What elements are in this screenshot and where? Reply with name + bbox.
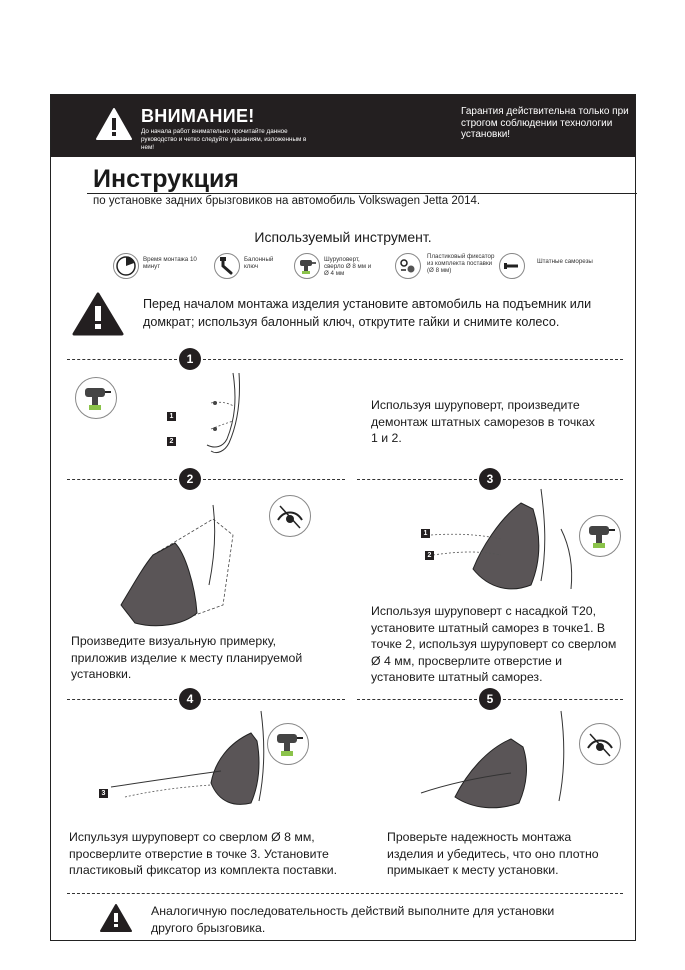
page-subtitle: по установке задних брызговиков на автомобиль Volkswagen Jetta 2014. <box>93 195 481 207</box>
point-2-marker-step3: 2 <box>425 551 434 560</box>
step3-text: Используя шуруповерт с насадкой Т20, установите штатный саморез в точке1. В точке 2, используя шуруповерт со сверлом Ø 4 мм, просверлите отверстие и установите штатный саморез. <box>371 604 617 684</box>
clock-icon <box>113 253 139 279</box>
warning-text: До начала работ внимательно прочитайте данное руководство и четко следуйте указаниям, изложенным в нем! <box>141 128 307 151</box>
step5-illustration <box>411 711 581 811</box>
step4-divider <box>67 699 177 700</box>
warranty-note: Гарантия действительна только при строгом соблюдении технологии установки! <box>461 106 629 140</box>
step4-text: Испульзуя шуруповерт со сверлом Ø 8 мм, просверлите отверстие в точке 3. Установите пластиковый фиксатор из комплекта поставки. <box>69 830 337 877</box>
step1-drill-icon <box>75 377 117 419</box>
step3-drill-icon <box>579 515 621 557</box>
tool-label-time: Время монтажа 10 минут <box>143 256 197 270</box>
step1-badge: 1 <box>179 348 201 370</box>
step3-divider-right <box>503 479 623 480</box>
point-1-marker-step3: 1 <box>421 529 430 538</box>
step2-text: Произведите визуальную примерку, приложив изделие к месту планируемой установки. <box>71 634 303 681</box>
step1-divider-left <box>67 359 177 360</box>
step4-divider-right <box>203 699 345 700</box>
fixator-icon <box>395 253 421 279</box>
step1-text: Используя шуруповерт, произведите демонтаж штатных саморезов в точках 1 и 2. <box>371 398 595 445</box>
point-1-marker: 1 <box>167 412 176 421</box>
step5-divider <box>357 699 477 700</box>
tool-label-wrench: Балонный ключ <box>244 256 274 270</box>
tools-heading: Используемый инструмент. <box>254 229 432 245</box>
screw-icon <box>499 253 525 279</box>
step2-divider <box>67 479 177 480</box>
step2-illustration <box>113 495 273 635</box>
warning-triangle-icon <box>95 107 133 141</box>
instruction-sheet <box>50 94 636 941</box>
step4-illustration <box>111 711 281 811</box>
warning-header <box>51 95 635 157</box>
tool-label-drill: Шуруповерт, сверло Ø 8 мм и Ø 4 мм <box>324 256 372 277</box>
bottom-notice: Аналогичную последовательность действий выполните для установки другого брызговика. <box>151 904 555 935</box>
step5-divider-right <box>503 699 623 700</box>
title-divider <box>87 193 637 194</box>
step1-divider-right <box>203 359 623 360</box>
step2-divider-right <box>203 479 345 480</box>
warning-title: ВНИМАНИЕ! <box>141 106 255 126</box>
step1-illustration <box>171 369 271 465</box>
step5-eye-icon <box>579 723 621 765</box>
tool-label-fixator: Пластиковый фиксатор из комплекта поставки (Ø 8 мм) <box>427 253 495 274</box>
step5-text: Проверьте надежность монтажа изделия и убедитесь, что оно плотно примыкает к месту установки. <box>387 830 599 877</box>
step4-badge: 4 <box>179 688 201 710</box>
step5-badge: 5 <box>479 688 501 710</box>
bottom-caution-icon <box>99 903 133 933</box>
step2-badge: 2 <box>179 468 201 490</box>
point-3-marker: 3 <box>99 789 108 798</box>
step3-divider <box>357 479 477 480</box>
bottom-divider <box>67 893 623 894</box>
step2-eye-icon <box>269 495 311 537</box>
wrench-icon <box>214 253 240 279</box>
step3-badge: 3 <box>479 468 501 490</box>
drill-icon <box>294 253 320 279</box>
step4-drill-icon <box>267 723 309 765</box>
caution-triangle-icon <box>71 291 125 337</box>
step3-illustration <box>421 489 581 599</box>
tool-label-screws: Штатные саморезы <box>537 258 593 265</box>
page-title: Инструкция <box>93 165 239 193</box>
preparation-notice: Перед началом монтажа изделия установите автомобиль на подъемник или домкрат; используя балонный ключ, открутите гайки и снимите колесо. <box>143 297 592 329</box>
point-2-marker: 2 <box>167 437 176 446</box>
